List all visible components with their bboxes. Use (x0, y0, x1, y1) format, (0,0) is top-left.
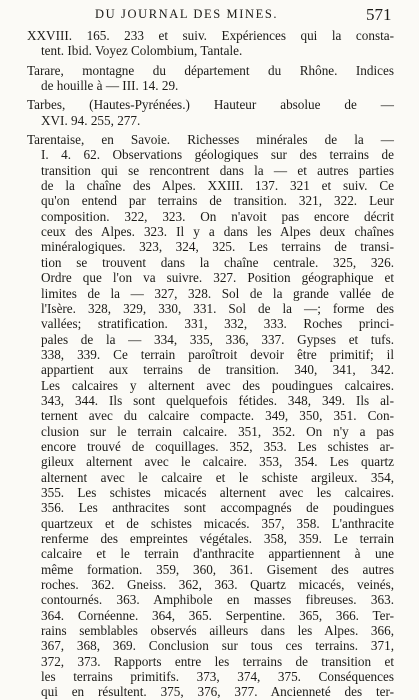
text-line: 367, 368, 369. Conclusion sur tous ces terrains. 371, (41, 638, 394, 654)
text-line: qu'on entend par terrains de transition. 321, 322. Leur (41, 193, 394, 209)
text-line: 356. Les anthracites sont accompagnés de poudingues (41, 500, 394, 516)
text-line: rains semblables observés ailleurs dans les Alpes. 366, (41, 623, 394, 639)
text-line: roches. 362. Gneiss. 362, 363. Quartz micacés, veinés, (41, 577, 394, 593)
text-line: quartzeux et de schistes micacés. 357, 358. L'anthracite (41, 515, 394, 531)
text-line: 372, 373. Rapports entre les terrains de transition et (41, 653, 394, 669)
text-line: contournés. 363. Amphibole en masses fibreuses. 363. (41, 592, 394, 608)
index-entry-tarare: Tarare, montagne du département du Rhône. Indices (27, 62, 394, 78)
index-entry-tarbes: Tarbes, (Hautes-Pyrénées.) Hauteur absolue de — (27, 97, 394, 113)
text-line: minéralogiques. 323, 324, 325. Les terrains de transi- (41, 239, 394, 255)
text-line: de la chaîne des Alpes. XXIII. 137. 321 et suiv. Ce (41, 178, 394, 194)
text-line: appartient aux terrains de transition. 340, 341, 342. (41, 362, 394, 378)
text-line: gileux alternent avec le calcaire. 353, 354. Les quartz (41, 454, 394, 470)
text-line: même formation. 359, 360, 361. Gisement des autres (41, 561, 394, 577)
text-line: pales de la — 334, 335, 336, 337. Gypses et tufs. (41, 331, 394, 347)
text-line: composition. 322, 323. On n'avoit pas encore décrit (41, 208, 394, 224)
index-entry-tarentaise: Tarentaise, en Savoie. Richesses minérales de la — (27, 132, 394, 148)
text-line: XVI. 94. 255, 277. (41, 112, 141, 128)
running-title: DU JOURNAL DES MINES. (95, 7, 279, 21)
text-line: les terrains primitifs. 373, 374, 375. Conséquences (41, 669, 394, 685)
text-line: qui en résultent. 375, 376, 377. Ancienneté des ter- (41, 684, 394, 700)
index-text-block (27, 28, 394, 700)
text-line: XXVIII. 165. 233 et suiv. Expériences qui la consta- (27, 28, 394, 43)
text-line: alternent avec le calcaire et le schiste argileux. 354, (41, 469, 394, 485)
text-line: encore trouvé de coquillages. 352, 353. Les schistes ar- (41, 438, 394, 454)
page-header (0, 5, 419, 27)
text-line: I. 4. 62. Observations géologiques sur des terrains de (41, 147, 394, 163)
text-line: 364. Cornéenne. 364, 365. Serpentine. 365, 366. Ter- (41, 607, 394, 623)
page-number: 571 (366, 5, 392, 24)
text-line: calcaire et le terrain d'anthracite appartiennent à une (41, 546, 394, 562)
text-line: vallées; stratification. 331, 332, 333. Roches princi- (41, 316, 394, 332)
text-line: ternent avec du calcaire compacte. 349, 350, 351. Con- (41, 408, 394, 424)
text-line: Les calcaires y alternent avec des poudingues calcaires. (41, 377, 394, 393)
text-line: limites de la — 327, 328. Sol de la grande vallée de (41, 285, 394, 301)
text-line: clusion sur le terrain calcaire. 351, 352. On n'y a pas (41, 423, 394, 439)
text-line: ceux des Alpes. 323. Il y a dans les Alpes deux chaînes (41, 224, 394, 240)
text-line: transition qui se rencontrent dans la — et autres parties (41, 162, 394, 178)
text-line: Ordre que l'on va suivre. 327. Position géographique et (41, 270, 394, 286)
text-line: tent. Ibid. Voyez Colombium, Tantale. (41, 43, 243, 59)
text-line: 343, 344. Ils sont quelquefois fétides. 348, 349. Ils al- (41, 392, 394, 408)
text-line: tion se trouvent dans la chaîne centrale. 325, 326. (41, 254, 394, 270)
text-line: de houille à — III. 14. 29. (41, 78, 179, 94)
text-line: 355. Les schistes micacés alternent avec les calcaires. (41, 484, 394, 500)
text-line: 338, 339. Ce terrain paroîtroit devoir être primitif; il (41, 346, 394, 362)
text-line: renferme des empreintes végétales. 358, 359. Le terrain (41, 531, 394, 546)
text-line: l'Isère. 328, 329, 330, 331. Sol de la —; forme des (41, 300, 394, 316)
